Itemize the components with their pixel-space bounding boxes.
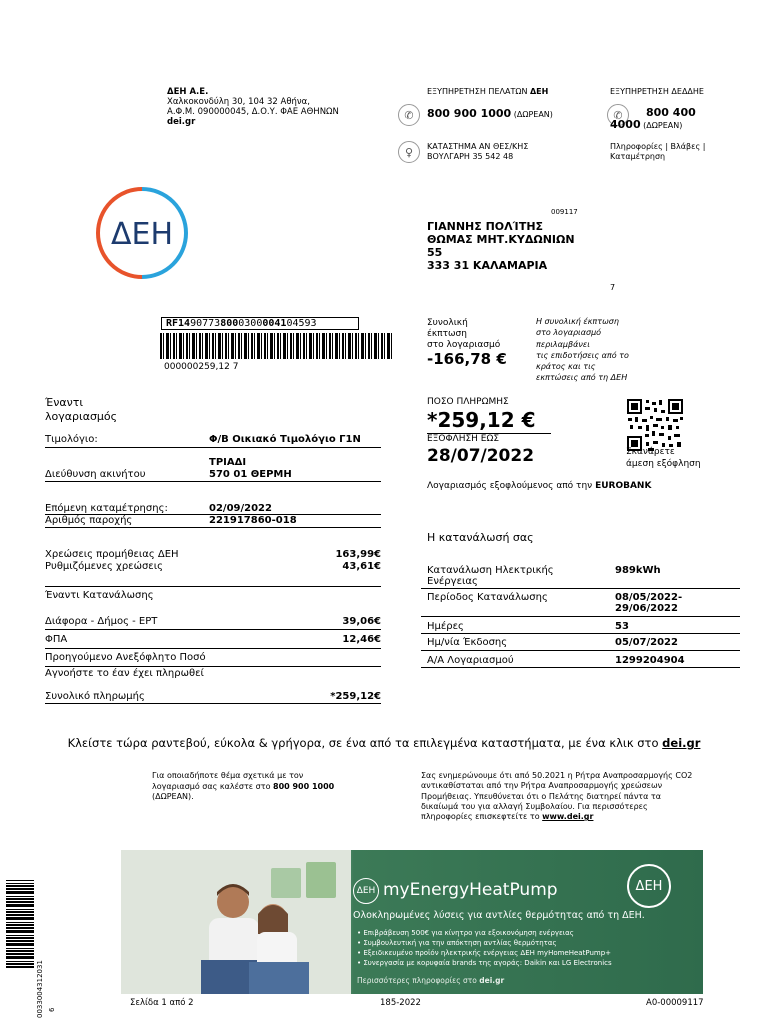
people-image [121,850,351,994]
phone-icon: ✆ [398,104,420,126]
charge-dei-row: Χρεώσεις προμήθειας ΔΕΗ 163,99€ [45,549,381,560]
due-label: ΕΞΟΦΛΗΣΗ ΕΩΣ [427,434,500,444]
charge-misc-row: Διάφορα - Δήμος - ΕΡΤ 39,06€ [45,616,381,627]
promo-banner[interactable] [121,850,703,994]
supply-number-row: Αριθμός παροχής 221917860-018 [45,515,297,526]
discount-amount: -166,78 € [427,350,507,368]
consumption-period-row: Περίοδος Κατανάλωσης 08/05/2022- 29/06/2022 [427,592,683,614]
banner-logo: ΔΕΗ [353,878,379,904]
dei-logo [95,186,189,280]
side-barcode [6,880,34,968]
recipient-mark: 7 [610,283,616,292]
logo-text: ΔΕΗ [110,217,174,252]
banner-bullets [357,928,612,968]
payment-barcode [160,333,392,359]
appointment-text: Κλείστε τώρα ραντεβού, εύκολα & γρήγορα, σε ένα από τα επιλεγμένα καταστήματα, με ένα κλικ στο dei.gr [67,736,701,750]
info-right-link[interactable]: www.dei.gr [542,812,594,822]
ignore-note-row: Αγνοήστε το έαν έχει πληρωθεί [45,668,204,679]
account-heading: Έναντι λογαριασμός [45,396,118,423]
banner-logo-large: ΔΕΗ [627,864,671,908]
previous-amount-row: Προηγούμενο Ανεξόφλητο Ποσό [45,652,206,663]
due-date: 28/07/2022 [427,446,535,466]
banner-tagline: Ολοκληρωμένες λύσεις για αντλίες θερμότητας από τη ΔΕΗ. [353,910,645,921]
recipient-city: 333 31 ΚΑΛΑΜΑΡΙΑ [427,259,548,272]
next-reading-row: Επόμενη καταμέτρησης: 02/09/2022 [45,503,272,514]
company-address: Χαλκοκονδύλη 30, 104 32 Αθήνα, [167,97,310,107]
footer-ref: Α0-00009117 [646,998,704,1008]
lightbulb-icon: ♀ [398,141,420,163]
recipient-code: 009117 [551,208,578,216]
bank-text: Λογαριασμός εξοφλούμενος από την EUROBANK [427,481,652,491]
amount-label: ΠΟΣΟ ΠΛΗΡΩΜΗΣ [427,397,509,407]
banner-product: myEnergyHeatPump [383,880,558,900]
banner-bullet: • Συμβουλευτική για την απόκτηση αντλίας θερμότητας [357,939,557,947]
amount-value: *259,12 € [427,408,536,432]
side-code: 0033004312031 [36,960,44,1018]
info-left: Για οποιαδήποτε θέμα σχετικά με τον λογαριασμό σας καλέστε στο 800 900 1000 (ΔΩΡΕΑΝ). [152,771,335,801]
discount-label: Συνολική έκπτωση στο λογαριασμό [427,318,501,350]
banner-bullet: • Συνεργασία με κορυφαία brands της αγοράς: Daikin και LG Electronics [357,959,612,967]
company-block [167,87,339,127]
deddie-service-title: ΕΞΥΠΗΡΕΤΗΣΗ ΔΕΔΔΗΕ [610,87,704,96]
footer-code: 185-2022 [380,998,421,1008]
qr-code[interactable] [626,398,684,452]
barcode-text: 000000259,12 7 [164,362,239,372]
deddie-phone[interactable]: 800 400 4000 (ΔΩΡΕΑΝ) [610,106,696,131]
company-web-link[interactable]: dei.gr [167,117,196,127]
dei-service-title: ΕΞΥΠΗΡΕΤΗΣΗ ΠΕΛΑΤΩΝ ΔΕΗ [427,87,549,96]
charge-regulated-row: Ρυθμιζόμενες χρεώσεις 43,61€ [45,561,381,572]
total-row: Συνολικό πληρωμής *259,12€ [45,691,381,702]
address-value-1: ΤΡΙΑΔΙ [209,457,247,468]
invoice-row: Τιμολόγιο: Φ/Β Οικιακό Τιμολόγιο Γ1Ν [45,434,361,445]
recipient-number: 55 [427,246,443,259]
phone-icon: ✆ [607,104,629,126]
side-mark: 6 [48,1007,56,1012]
banner-bullet: • Επιβράβευση 500€ για κίνητρο για εξοικονόμηση ενέργειας [357,929,574,937]
discount-note: Η συνολική έκπτωση στο λογαριασμό περιλαμβάνει τις επιδοτήσεις από το κράτος και τις εκπτώσεις από τη ΔΕΗ [536,317,629,383]
consumption-heading: Η κατανάλωσή σας [427,531,534,544]
recipient-block [427,220,575,272]
recipient-name: ΓΙΑΝΝΗΣ ΠΟΛΊΤΗΣ [427,220,544,233]
banner-bullet: • Εξειδικευμένο προϊόν ηλεκτρικής ενέργειας ΔΕΗ myHomeHeatPump+ [357,949,612,957]
consumption-kwh-row: Κατανάλωση Ηλεκτρικής Ενέργειας 989kWh [427,565,661,587]
qr-caption: Σκανάρετε άμεση εξόφληση [626,447,701,469]
against-consumption-row: Έναντι Κατανάλωσης [45,590,154,601]
deddie-info: Πληροφορίες | Βλάβες | Καταμέτρηση [610,142,706,161]
charge-vat-row: ΦΠΑ 12,46€ [45,634,381,645]
dei-store: ΚΑΤΑΣΤΗΜΑ ΑΝ ΘΕΣ/ΚΗΣ ΒΟΥΛΓΑΡΗ 35 542 48 [427,142,529,161]
address-row: Διεύθυνση ακινήτου 570 01 ΘΕΡΜΗ [45,469,292,480]
page-number: Σελίδα 1 από 2 [130,998,194,1008]
recipient-street: ΘΩΜΑΣ ΜΗΤ.ΚΥΔΩΝΙΩΝ [427,233,575,246]
banner-footer: Περισσότερες πληροφορίες στο dei.gr [357,976,505,985]
payment-code-box: RF14907738000300004104593 [161,317,359,330]
company-tax: Α.Φ.Μ. 090000045, Δ.Ο.Υ. ΦΑΕ ΑΘΗΝΩΝ [167,107,339,117]
company-name: ΔΕΗ Α.Ε. [167,87,209,97]
appointment-link[interactable]: dei.gr [662,736,701,750]
info-right: Σας ενημερώνουμε ότι από 50.2021 η Ρήτρα Αναπροσαρμογής CO2 αντικαθίσταται από την Ρήτρα Αναπροσαρμογής χρεώσεων Προμήθειας. Υπευθύνεται ότι ο Πελάτης διατηρεί πάντα τα δικαίωμά του για αλλαγή Συμβολαίου. Για περισσότερες πληροφορίες επισκεφτείτε το www.dei.gr [421,771,693,822]
dei-phone[interactable]: 800 900 1000 (ΔΩΡΕΑΝ) [427,107,553,120]
